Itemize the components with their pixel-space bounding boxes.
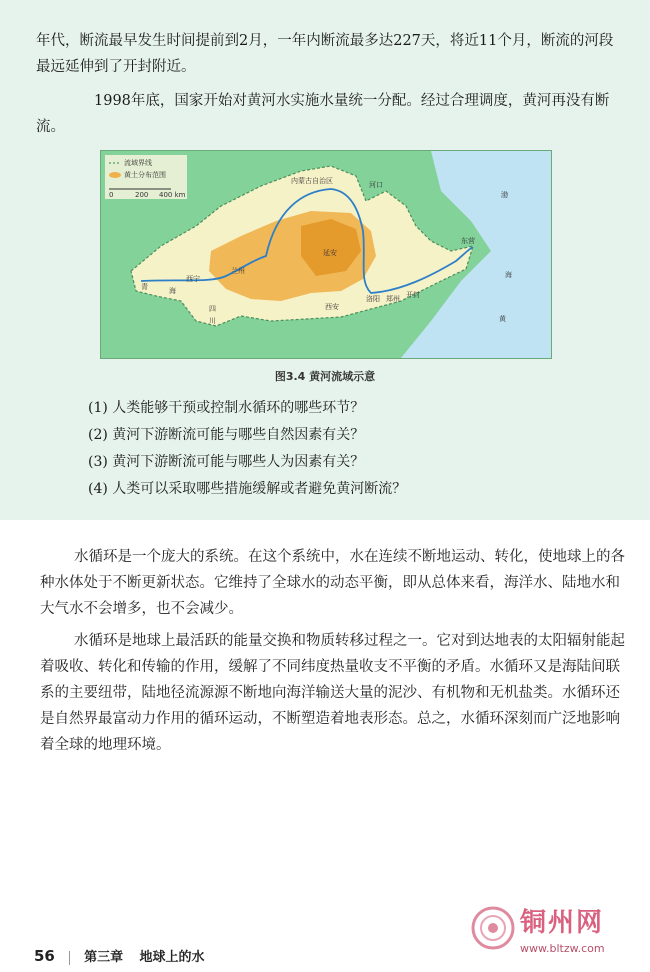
box-paragraph-2-text: 1998年底，国家开始对黄河水实施水量统一分配。经过合理调度，黄河再没有断流。 <box>36 93 610 135</box>
label-si: 四 <box>209 305 216 313</box>
page-number: 56 <box>34 947 55 965</box>
legend-loess: 黄土分布范围 <box>124 171 166 179</box>
label-hekou: 河口 <box>369 181 383 189</box>
question-item: (2) 黄河下游断流可能与哪些自然因素有关？ <box>88 427 365 443</box>
label-yanan: 延安 <box>323 249 337 257</box>
watermark-logo-icon <box>470 905 516 951</box>
label-dongying: 东营 <box>461 237 475 245</box>
label-kaifeng: 开封 <box>406 291 420 299</box>
label-inner-mongolia: 内蒙古自治区 <box>291 177 333 185</box>
chapter-title: 地球上的水 <box>139 950 205 965</box>
label-zhengzhou: 郑州 <box>386 295 400 303</box>
question-item: (1) 人类能够干预或控制水循环的哪些环节？ <box>88 400 365 416</box>
question-item: (4) 人类可以采取哪些措施缓解或者避免黄河断流？ <box>88 481 407 497</box>
body-paragraph-2-text: 水循环是地球上最活跃的能量交换和物质转移过程之一。它对到达地表的太阳辐射能起着吸收、转化和传输的作用，缓解了不同纬度热量收支不平衡的矛盾。水循环又是海陆间联系的主要纽带，陆地径流源源不断地向海洋输送大量的泥沙、有机物和无机盐类。水循环还是自然界最富动力作用的循环运动，不断塑造着地表形态。总之，水循环深刻而广泛地影响着全球的地理环境。 <box>40 633 625 753</box>
legend-boundary: 流域界线 <box>124 159 152 167</box>
scale-200: 200 <box>135 191 149 199</box>
chapter-label: 第三章 <box>84 950 124 965</box>
footer-divider <box>69 951 70 965</box>
watermark-url: www.bltzw.com <box>520 942 605 955</box>
body-paragraph-2 <box>40 628 630 758</box>
label-chuan: 川 <box>209 317 216 325</box>
label-huang: 黄 <box>499 315 506 323</box>
scale-400: 400 km <box>159 191 186 199</box>
scale-0: 0 <box>109 191 114 199</box>
watermark-name: 铜州网 <box>520 908 605 938</box>
map-svg <box>101 151 551 358</box>
label-hai2: 海 <box>505 271 512 279</box>
label-hai: 海 <box>169 287 176 295</box>
figure-caption: 图3.4 黄河流域示意 <box>274 370 376 383</box>
body-paragraph-1-text: 水循环是一个庞大的系统。在这个系统中，水在连续不断地运动、转化，使地球上的各种水体处于不断更新状态。它维持了全球水的动态平衡，即从总体来看，海洋水、陆地水和大气水不会增多，也不会减少。 <box>40 549 625 617</box>
label-luoyang: 洛阳 <box>366 295 380 303</box>
question-item: (3) 黄河下游断流可能与哪些人为因素有关？ <box>88 454 365 470</box>
page-footer <box>34 946 204 965</box>
label-lanzhou: 兰州 <box>231 267 245 275</box>
body-paragraph-1 <box>40 544 630 622</box>
label-qing: 青 <box>141 283 148 291</box>
label-xining: 西宁 <box>186 275 200 283</box>
label-xian: 西安 <box>325 303 339 311</box>
yellow-river-basin-map <box>100 150 552 359</box>
box-paragraph-1: 年代，断流最早发生时间提前到2月，一年内断流最多达227天，将近11个月，断流的河段最远延伸到了开封附近。 <box>36 33 614 75</box>
question-list <box>88 395 406 503</box>
label-bo: 渤 <box>501 191 508 199</box>
box-paragraph-2 <box>36 88 626 140</box>
